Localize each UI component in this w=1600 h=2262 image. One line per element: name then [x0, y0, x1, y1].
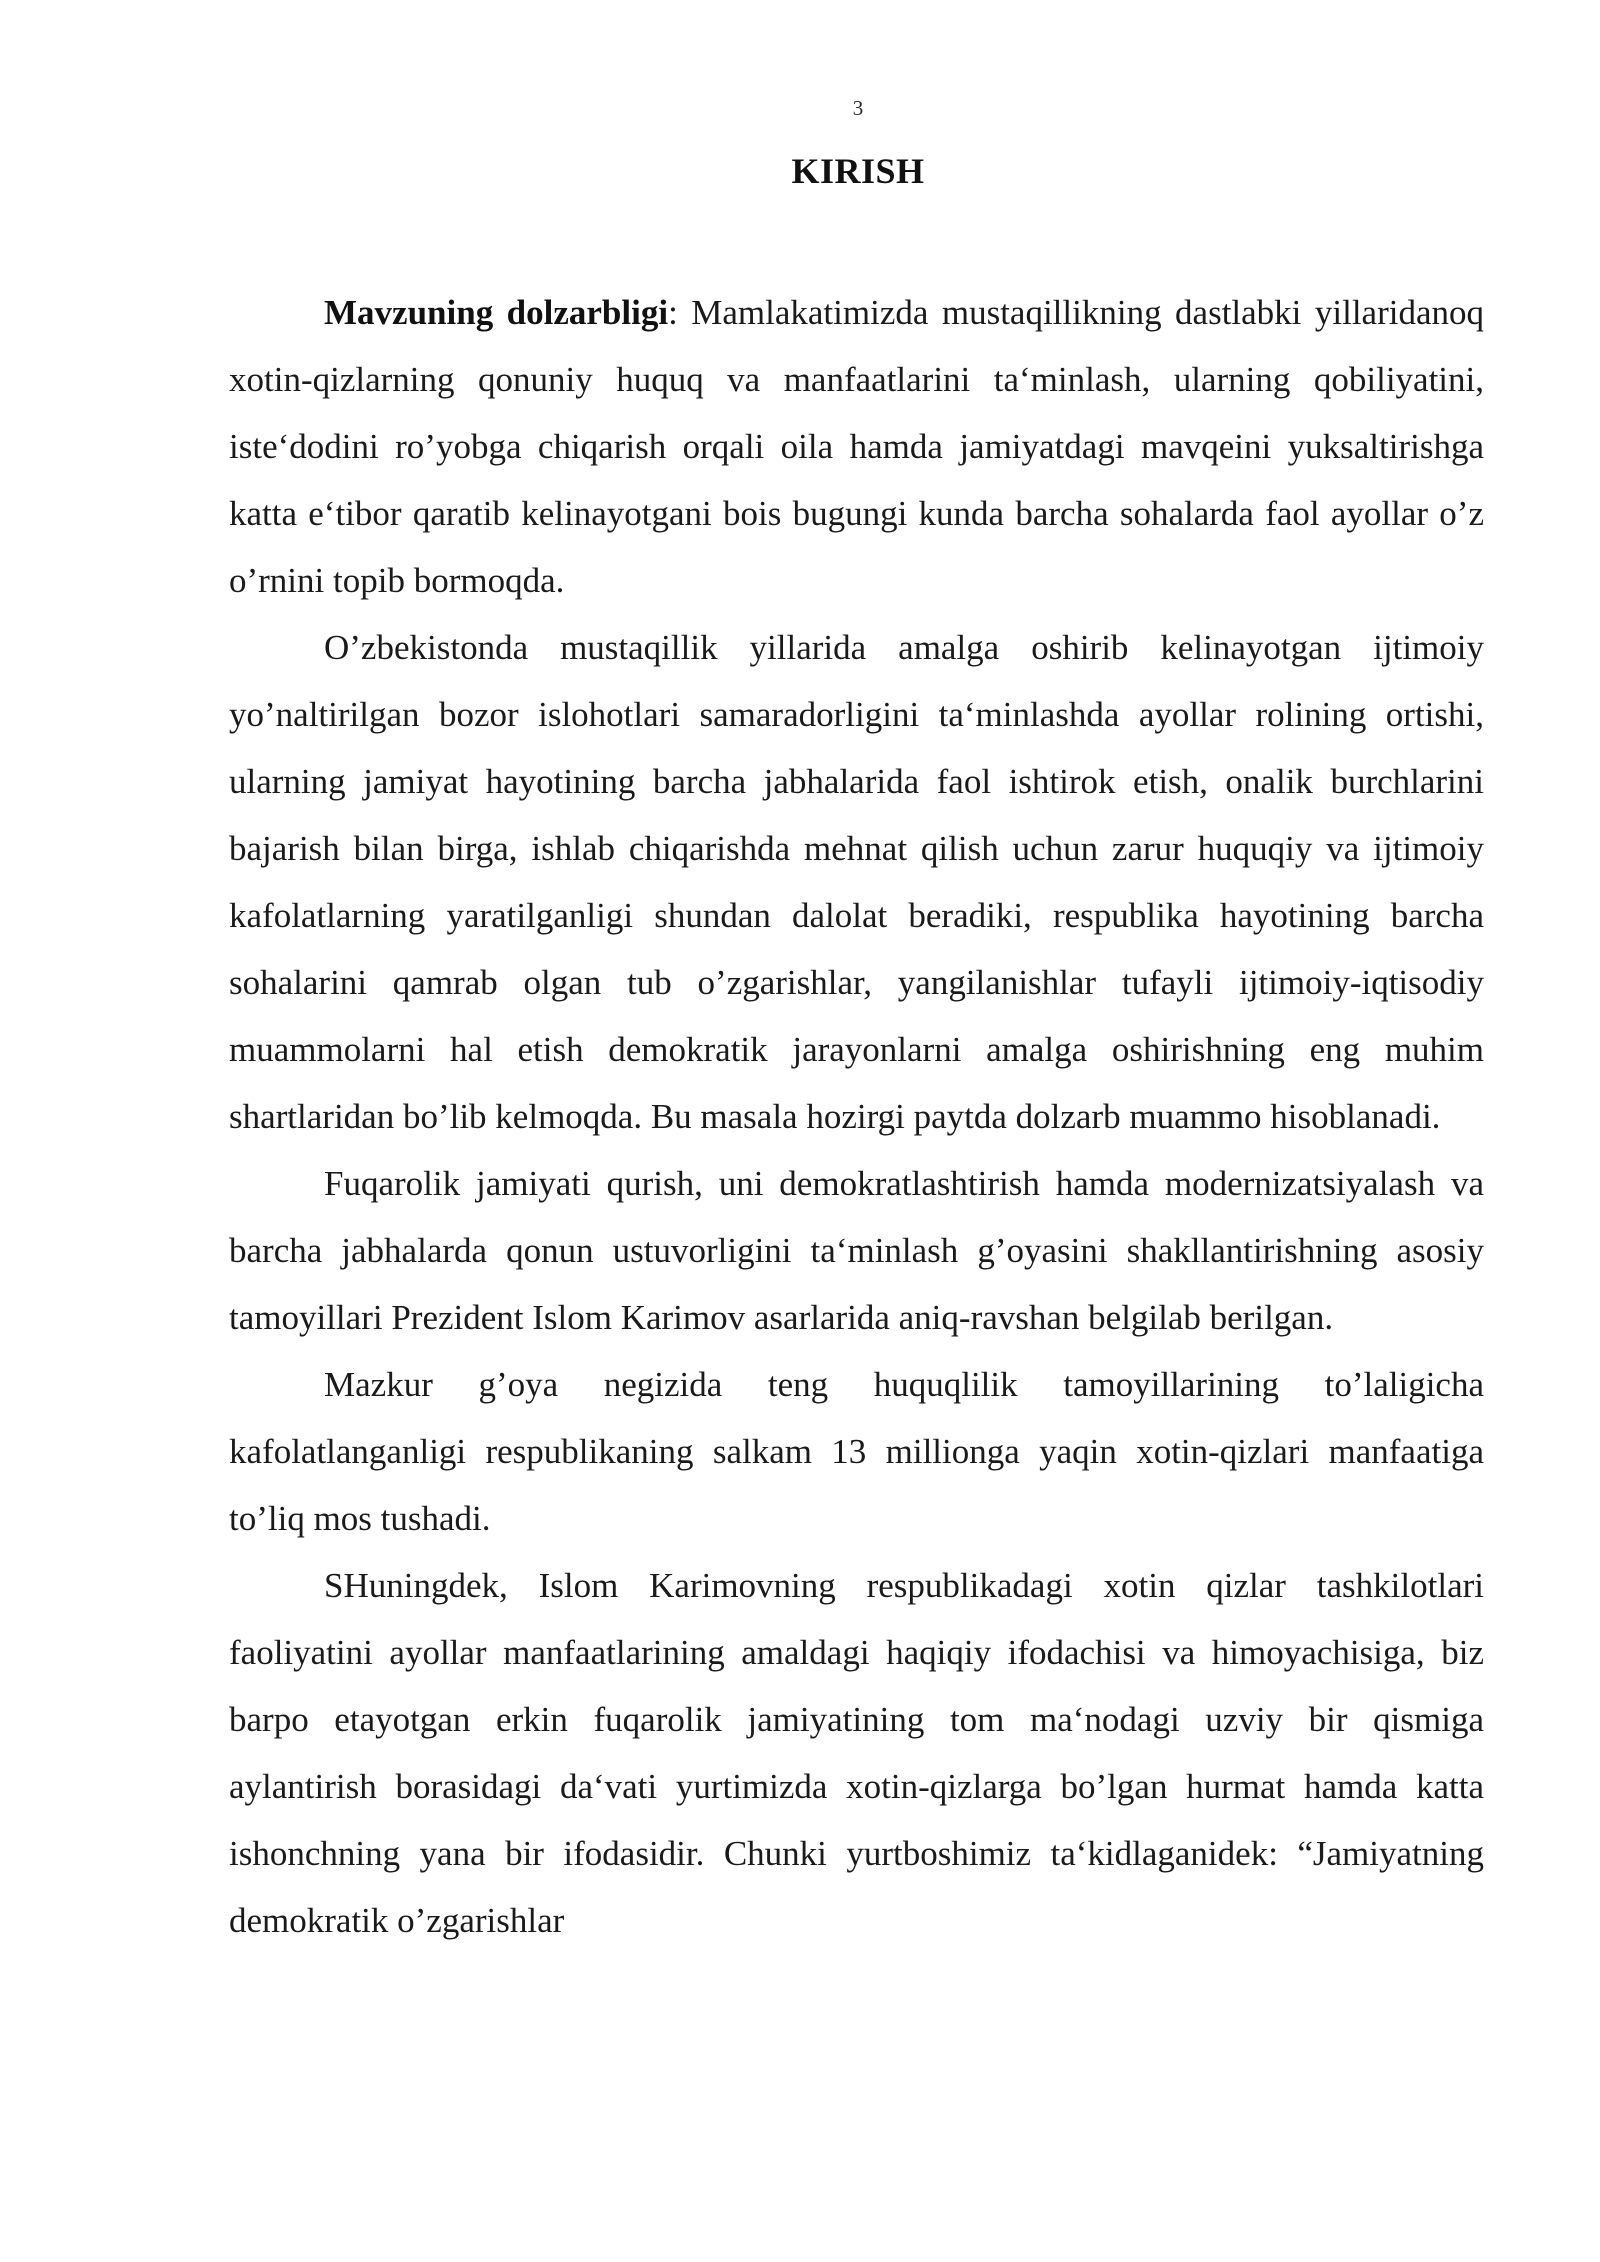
- paragraph-equal-rights: Mazkur g’oya negizida teng huquqlilik tamoyillarining to’laligicha kafolatlanganligi respublikaning salkam 13 millionga yaqin xotin-qizlari manfaatiga to’liq mos tushadi.: [229, 1365, 1484, 1538]
- paragraph-relevance: [229, 279, 1484, 614]
- paragraph-civil-society: Fuqarolik jamiyati qurish, uni demokratlashtirish hamda modernizatsiyalash va barcha jabhalarda qonun ustuvorligini ta‘minlash g’oyasini shakllantirishning asosiy tamoyillari Prezident Islom Karimov asarlarida aniq-ravshan belgilab berilgan.: [229, 1164, 1484, 1337]
- paragraph-text: : Mamlakatimizda mustaqillikning dastlabki yillaridanoq xotin-qizlarning qonuniy huquq va manfaatlarini ta‘minlash, ularning qobiliyatini, iste‘dodini ro’yobga chiqarish orqali oila hamda jamiyatdagi mavqeini yuksaltirishga katta e‘tibor qaratib kelinayotgani bois bugungi kunda barcha sohalarda faol ayollar o’z o’rnini topib bormoqda.: [229, 293, 1484, 600]
- paragraph-bold-lead: Mavzuning dolzarbligi: [324, 293, 669, 332]
- paragraph-reforms: O’zbekistonda mustaqillik yillarida amalga oshirib kelinayotgan ijtimoiy yo’naltirilgan bozor islohotlari samaradorligini ta‘minlashda ayollar rolining ortishi, ularning jamiyat hayotining barcha jabhalarida faol ishtirok etish, onalik burchlarini bajarish bilan birga, ishlab chiqarishda mehnat qilish uchun zarur huquqiy va ijtimoiy kafolatlarning yaratilganligi shundan dalolat beradiki, respublika hayotining barcha sohalarini qamrab olgan tub o’zgarishlar, yangilanishlar tufayli ijtimoiy-iqtisodiy muammolarni hal etish demokratik jarayonlarni amalga oshirishning eng muhim shartlaridan bo’lib kelmoqda. Bu masala hozirgi paytda dolzarb muammo hisoblanadi.: [229, 628, 1484, 1136]
- paragraph-womens-organizations: SHuningdek, Islom Karimovning respublikadagi xotin qizlar tashkilotlari faoliyatini ayollar manfaatlarining amaldagi haqiqiy ifodachisi va himoyachisiga, biz barpo etayotgan erkin fuqarolik jamiyatining tom ma‘nodagi uzviy bir qismiga aylantirish borasidagi da‘vati yurtimizda xotin-qizlarga bo’lgan hurmat hamda katta ishonchning yana bir ifodasidir. Chunki yurtboshimiz ta‘kidlaganidek: “Jamiyatning demokratik o’zgarishlar: [229, 1566, 1484, 1940]
- section-heading: KIRISH: [791, 151, 925, 191]
- page-number: 3: [852, 96, 864, 120]
- body-text: [229, 279, 1484, 1954]
